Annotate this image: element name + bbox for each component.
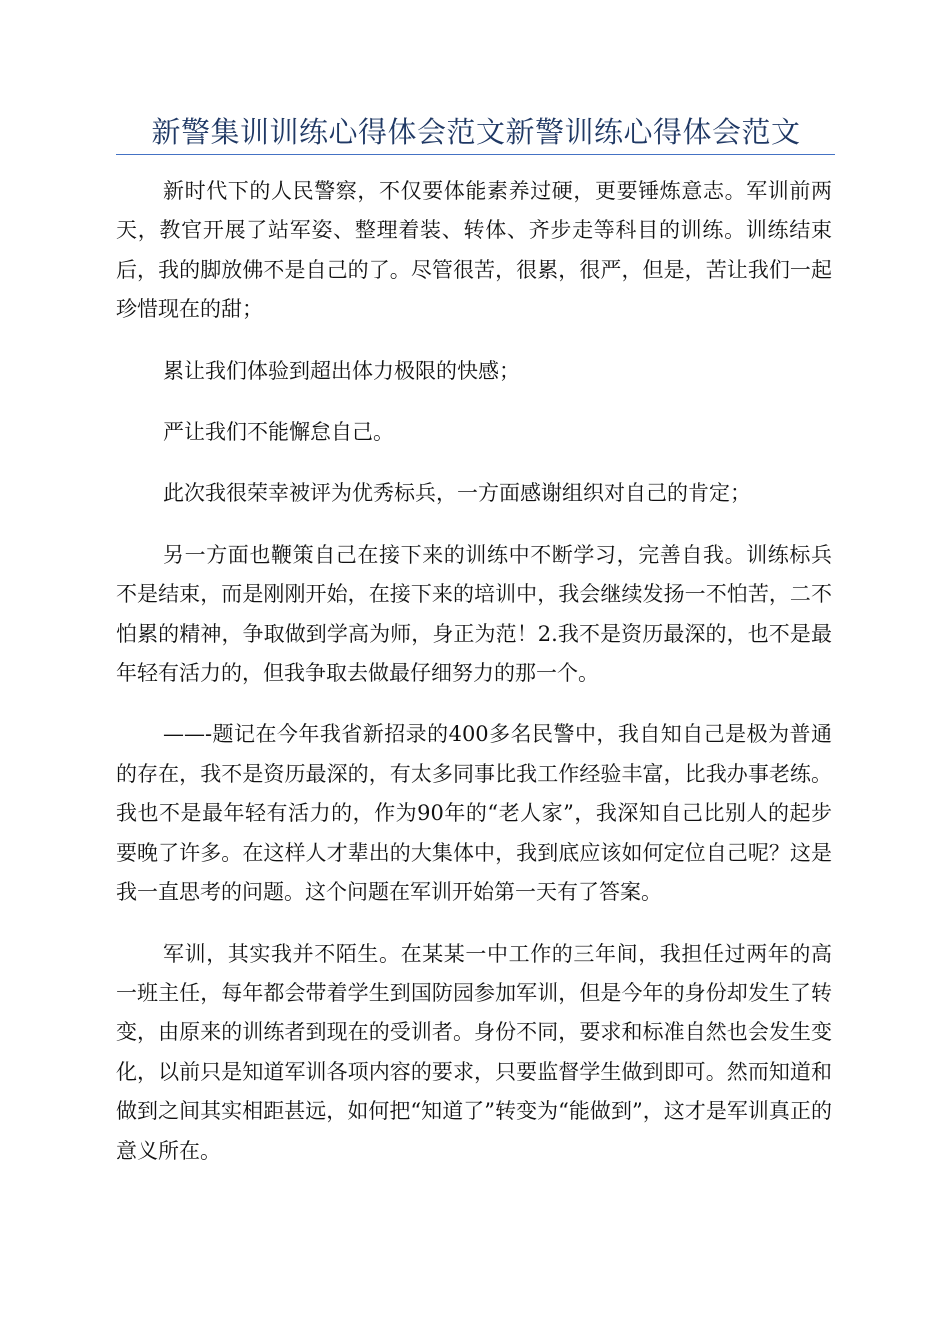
paragraph: 此次我很荣幸被评为优秀标兵，一方面感谢组织对自己的肯定； <box>163 481 751 506</box>
paragraph: 累让我们体验到超出体力极限的快感； <box>163 358 520 383</box>
document-body <box>116 172 832 1193</box>
paragraph: 严让我们不能懈怠自己。 <box>163 420 394 445</box>
paragraph: 军训，其实我并不陌生。在某某一中工作的三年间，我担任过两年的高一班主任，每年都会带着学生到国防园参加军训，但是今年的身份却发生了转变，由原来的训练者到现在的受训者。身份不同，要求和标准自然也会发生变化，以前只是知道军训各项内容的要求，只要监督学生做到即可。然而知道和做到之间其实相距甚远，如何把“知道了”转变为“能做到”，这才是军训真正的意义所在。 <box>116 941 832 1163</box>
paragraph: 另一方面也鞭策自己在接下来的训练中不断学习，完善自我。训练标兵不是结束，而是刚刚开始，在接下来的培训中，我会继续发扬一不怕苦，二不怕累的精神，争取做到学高为师，身正为范！2.我不是资历最深的，也不是最年轻有活力的，但我争取去做最仔细努力的那一个。 <box>116 542 832 686</box>
document-title: 新警集训训练心得体会范文新警训练心得体会范文 <box>151 115 801 149</box>
paragraph: 新时代下的人民警察，不仅要体能素养过硬，更要锤炼意志。军训前两天，教官开展了站军姿、整理着装、转体、齐步走等科目的训练。训练结束后，我的脚放佛不是自己的了。尽管很苦，很累，很严，但是，苦让我们一起珍惜现在的甜； <box>116 179 832 322</box>
paragraph: ——-题记在今年我省新招录的400多名民警中，我自知自己是极为普通的存在，我不是资历最深的，有太多同事比我工作经验丰富，比我办事老练。我也不是最年轻有活力的，作为90年的“老人家”，我深知自己比别人的起步要晚了许多。在这样人才辈出的大集体中，我到底应该如何定位自己呢？这是我一直思考的问题。这个问题在军训开始第一天有了答案。 <box>116 722 832 905</box>
title-underline <box>116 154 835 155</box>
